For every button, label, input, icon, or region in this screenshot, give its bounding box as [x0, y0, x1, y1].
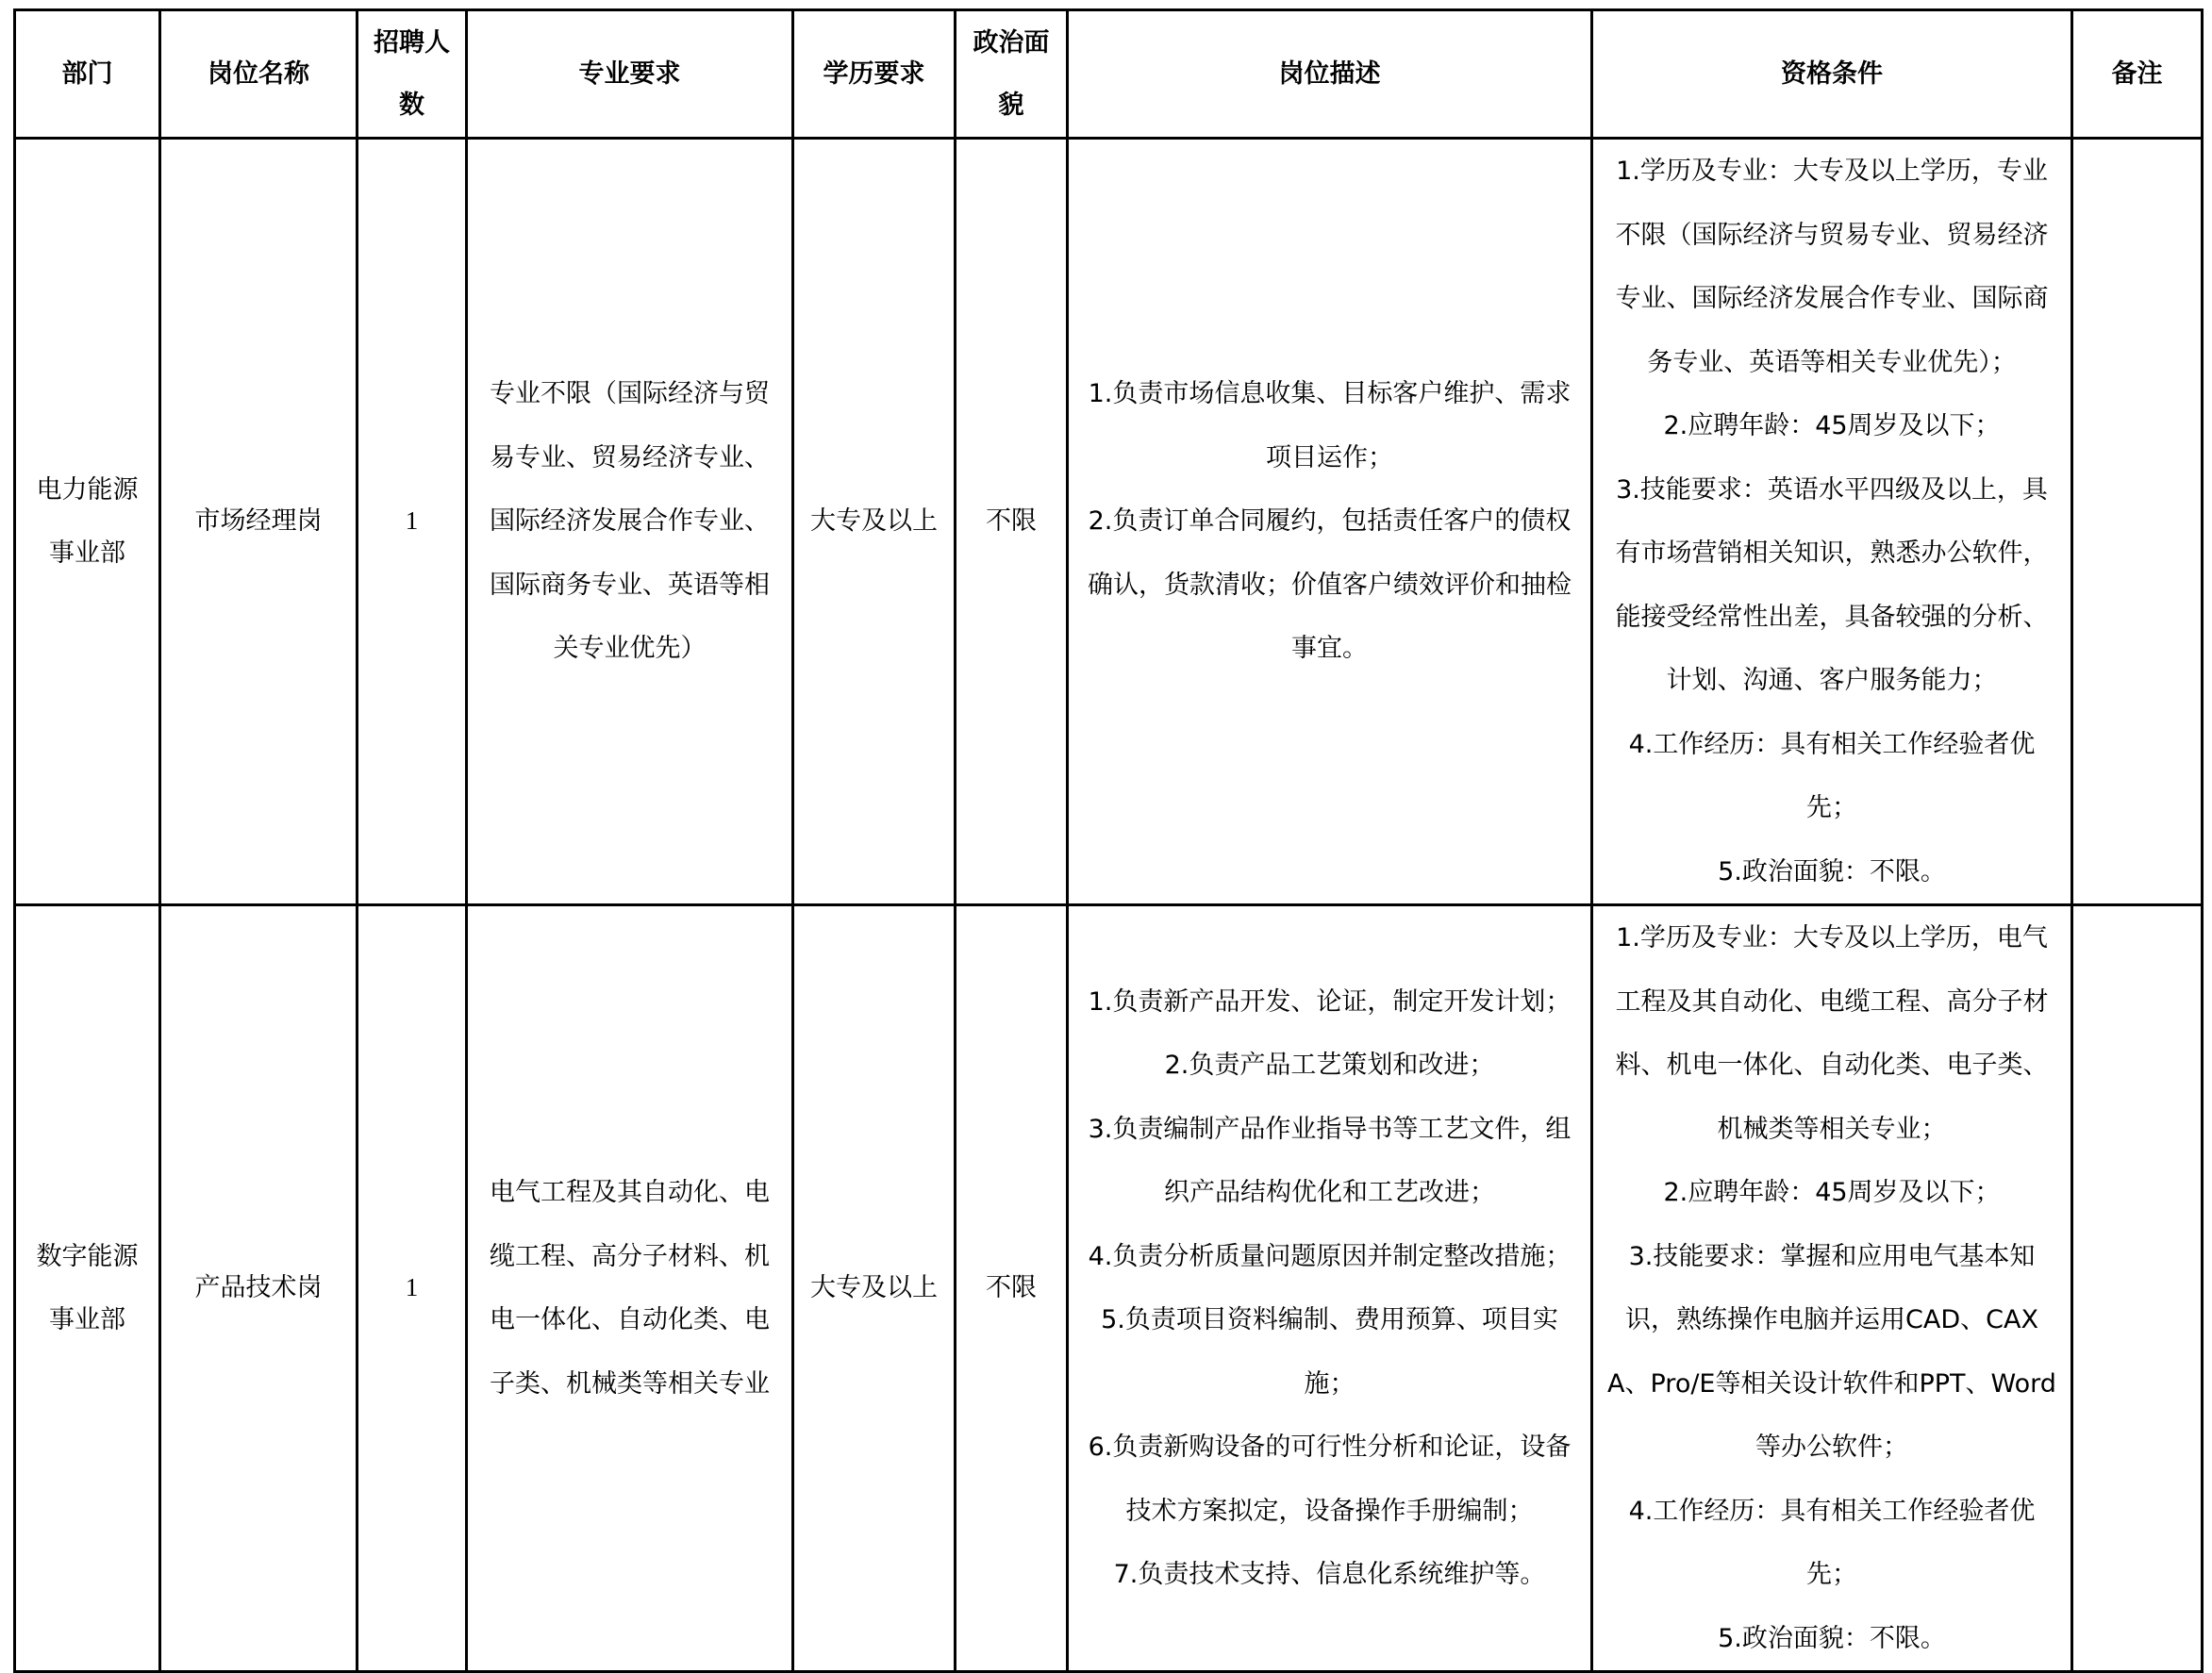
cell-position: 产品技术岗 [160, 905, 358, 1672]
cell-political: 不限 [956, 139, 1068, 905]
department-line1: 电力能源 [36, 474, 139, 505]
qualification-item: 1.学历及专业：大专及以上学历，专业不限（国际经济与贸易专业、贸易经济专业、国际经济发展合作专业、国际商务专业、英语等相关专业优先）； [1615, 157, 2049, 377]
qualification-item: 1.学历及专业：大专及以上学历，电气工程及其自动化、电缆工程、高分子材料、机电一体化、自动化类、电子类、机械类等相关专业； [1615, 923, 2049, 1144]
department-line1: 数字能源 [36, 1241, 139, 1271]
description-item: 1.负责市场信息收集、目标客户维护、需求项目运作； [1088, 379, 1572, 472]
header-political-line1: 政治面 [973, 27, 1050, 58]
cell-qualifications [1592, 139, 2072, 905]
description-item: 5.负责项目资料编制、费用预算、项目实施； [1101, 1305, 1558, 1399]
header-political-line2: 貌 [998, 90, 1024, 120]
qualification-item: 5.政治面貌：不限。 [1718, 1623, 1946, 1653]
description-item: 1.负责新产品开发、论证，制定开发计划； [1088, 986, 1572, 1017]
header-description: 岗位描述 [1068, 10, 1592, 139]
qualification-item: 4.工作经历：具有相关工作经验者优先； [1628, 729, 2036, 822]
cell-remarks [2072, 139, 2203, 905]
table-row [15, 905, 2203, 1672]
table-row [15, 139, 2203, 905]
table-header-row [15, 10, 2203, 139]
description-item: 2.负责产品工艺策划和改进； [1164, 1051, 1495, 1080]
department-line2: 事业部 [49, 1305, 125, 1334]
description-item: 3.负责编制产品作业指导书等工艺文件，组织产品结构优化和工艺改进； [1088, 1114, 1572, 1207]
cell-education: 大专及以上 [793, 905, 956, 1672]
qualification-item: 2.应聘年龄：45周岁及以下； [1663, 1178, 2001, 1207]
cell-description [1068, 905, 1592, 1672]
qualification-item: 5.政治面貌：不限。 [1718, 856, 1946, 886]
cell-position: 市场经理岗 [160, 139, 358, 905]
description-item: 7.负责技术支持、信息化系统维护等。 [1113, 1560, 1546, 1589]
cell-major: 电气工程及其自动化、电缆工程、高分子材料、机电一体化、自动化类、电子类、机械类等相关专业 [467, 905, 793, 1672]
qualification-item: 3.技能要求：英语水平四级及以上，具有市场营销相关知识，熟悉办公软件，能接受经常性出差，具备较强的分析、计划、沟通、客户服务能力； [1615, 474, 2049, 695]
qualification-item: 4.工作经历：具有相关工作经验者优先； [1628, 1496, 2036, 1589]
header-remarks: 备注 [2072, 10, 2203, 139]
description-item: 4.负责分析质量问题原因并制定整改措施； [1088, 1241, 1572, 1271]
department-line2: 事业部 [49, 538, 125, 568]
qualification-item: 2.应聘年龄：45周岁及以下； [1663, 411, 2001, 440]
header-department: 部门 [15, 10, 160, 139]
header-education: 学历要求 [793, 10, 956, 139]
header-qualifications: 资格条件 [1592, 10, 2072, 139]
header-position: 岗位名称 [160, 10, 358, 139]
header-headcount-line1: 招聘人 [374, 27, 450, 58]
cell-department [15, 139, 160, 905]
cell-department [15, 905, 160, 1672]
recruitment-table [13, 8, 2204, 1673]
cell-political: 不限 [956, 905, 1068, 1672]
header-headcount [358, 10, 467, 139]
cell-qualifications [1592, 905, 2072, 1672]
description-item: 6.负责新购设备的可行性分析和论证，设备技术方案拟定，设备操作手册编制； [1088, 1433, 1572, 1526]
cell-headcount: 1 [358, 139, 467, 905]
description-item: 2.负责订单合同履约，包括责任客户的债权确认，货款清收；价值客户绩效评价和抽检事宜。 [1088, 506, 1572, 664]
cell-education: 大专及以上 [793, 139, 956, 905]
cell-major: 专业不限（国际经济与贸易专业、贸易经济专业、国际经济发展合作专业、国际商务专业、英语等相关专业优先） [467, 139, 793, 905]
cell-remarks [2072, 905, 2203, 1672]
cell-description [1068, 139, 1592, 905]
qualification-item: 3.技能要求：掌握和应用电气基本知识，熟练操作电脑并运用CAD、CAXA、Pro/E等相关设计软件和PPT、Word等办公软件； [1607, 1241, 2056, 1462]
header-major: 专业要求 [467, 10, 793, 139]
header-political [956, 10, 1068, 139]
cell-headcount: 1 [358, 905, 467, 1672]
header-headcount-line2: 数 [399, 90, 424, 120]
